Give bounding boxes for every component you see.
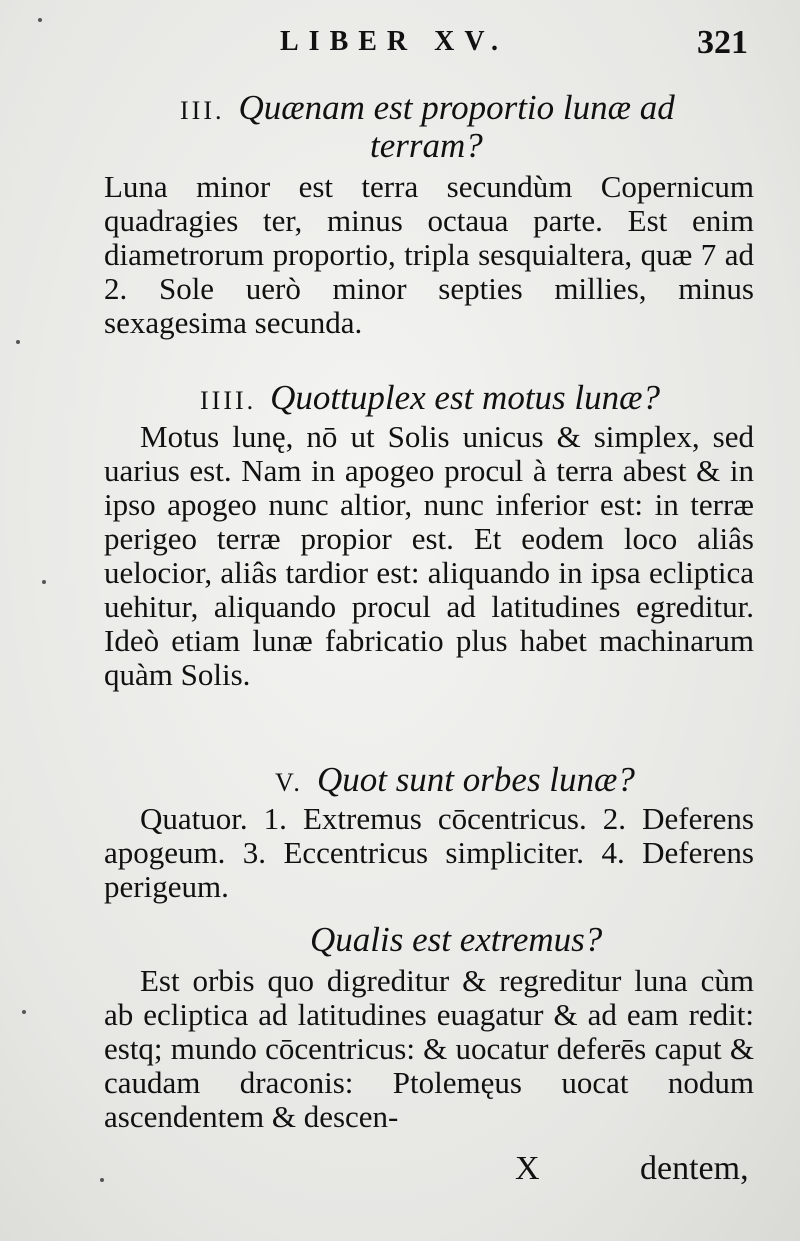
question-text: Quottuplex est motus lunæ? [270,378,660,417]
catchword: dentem, [640,1150,749,1187]
answer-paragraph: Quatuor. 1. Extremus cōcentricus. 2. Deferens apogeum. 3. Eccentricus simpliciter. 4. Deferens perigeum. [104,801,754,904]
signature-mark: X [515,1150,540,1187]
ink-speck [38,18,42,22]
question-heading [0,88,800,128]
question-heading [0,920,800,960]
question-number: III. [180,96,225,125]
question-text: Quænam est proportio lunæ ad [238,88,675,127]
ink-speck [42,580,46,584]
answer-paragraph: Est orbis quo digreditur & regreditur luna cùm ab ecliptica ad latitudines euagatur & ad eam redit: estq; mundo cōcentricus: & uocatur deferēs caput & caudam draconis: Ptolemęus uocat nodum ascendentem & descen- [104,963,754,1134]
page-header [0,22,800,62]
ink-speck [100,1178,104,1182]
ink-speck [16,340,20,344]
question-heading [0,760,800,800]
page-number: 321 [697,24,748,61]
question-text: Quot sunt orbes lunæ? [316,760,635,799]
question-heading [0,378,800,418]
answer-paragraph: Luna minor est terra secundùm Copernicum quadragies ter, minus octaua parte. Est enim diametrorum proportio, tripla sesquialtera, quæ 7 ad 2. Sole uerò minor septies millies, minus sexagesima secunda. [104,169,754,340]
answer-paragraph: Motus lunę, nō ut Solis unicus & simplex, sed uarius est. Nam in apogeo procul à terra abest & in ipso apogeo nunc altior, nunc inferior est: in terræ perigeo terræ propior est. Et eodem loco aliâs uelocior, aliâs tardior est: aliquando in ipsa ecliptica uehitur, aliquando procul ad latitudines egreditur. Ideò etiam lunæ fabricatio plus habet machinarum quàm Solis. [104,419,754,692]
question-number: V. [275,768,303,797]
question-text: Qualis est extremus? [310,920,603,959]
ink-speck [22,1010,26,1014]
question-heading-continued [0,126,800,166]
question-number: IIII. [200,386,257,415]
running-head: LIBER XV. [280,26,508,57]
question-text-continued: terram? [370,126,483,165]
